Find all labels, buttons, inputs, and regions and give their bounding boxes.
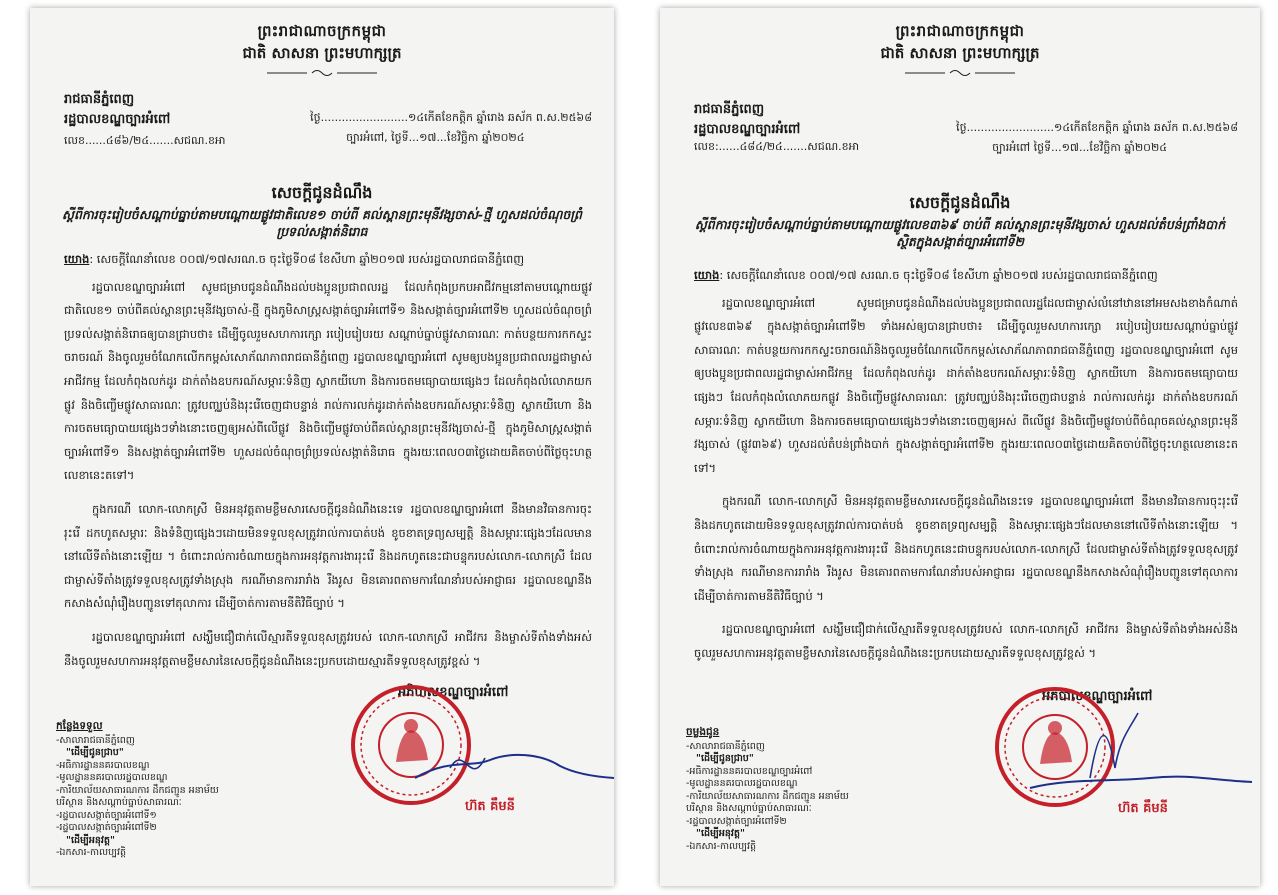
cc-item: "ដើម្បីជូនជ្រាប" — [66, 747, 124, 758]
reference-label: យោង — [64, 252, 90, 266]
reference-label: យោង — [694, 268, 720, 282]
body-paragraph-1: រដ្ឋបាលខណ្ឌច្បារអំពៅ សូមជម្រាបជូនដំណឹងដល់បងប្អូនប្រជាពលរដ្ឋ ដែលកំពុងប្រកបអាជីវកម្មនៅតាមបណ្តោយផ្លូវជាតិលេខ១ ចាប់ពីគល់ស្ពានព្រះមុនីវង្សចាស់-ថ្មី ក្នុងភូមិសាស្ត្រសង្កាត់ច្បារអំពៅទី១ និងសង្កាត់ច្បារអំពៅទី២ ហួសដល់ចំណុចព្រំប្រទល់សង្កាត់និរោធឲ្យបានជ្រាបថា៖ ដើម្បីចូលរួមសហការក្សោ របៀបរៀបរយ សណ្តាប់ធ្នាប់ផ្លូវសាធារណៈ កាត់បន្ថយការកកស្ទះចរាចរណ៍ និងចូលរួមចំណែកលើកកម្ពស់សោភ័ណភាពរាជធានីភ្នំពេញ រដ្ឋបាលខណ្ឌច្បារអំពៅ សូមឲ្យបងប្អូនប្រជាពលរដ្ឋជាម្ចាស់អាជីវកម្ម ដែលកំពុងលក់ដូរ ដាក់តាំងឧបករណ៍សម្ភារៈទំនិញ ស្លាកយីហោ និងការចតមធ្យោបាយផ្សេងៗ ដែលកំពុងលំលោភយកផ្លូវ និងចិញ្ចើមផ្លូវសាធារណៈ ត្រូវបញ្ឈប់និងរុះរើចេញជាបន្ទាន់ រាល់ការលក់ដូរដាក់តាំងឧបករណ៍សម្ភារៈទំនិញ ស្លាកយីហោ និងការចតមធ្យោបាយផ្សេងៗទាំងនោះចេញឲ្យអស់ពីលើផ្លូវ និងចិញ្ចើមផ្លូវចាប់ពីគល់ស្ពានព្រះមុនីវង្សចាស់-ថ្មី ក្នុងភូមិសាស្ត្រសង្កាត់ច្បារអំពៅទី១ និងសង្កាត់ច្បារអំពៅទី២ ហួសដល់ចំណុចព្រំប្រទល់សង្កាត់និរោធ ក្នុងរយៈពេល០៣ថ្ងៃដោយគិតចាប់ពីថ្ងៃចុះហត្ថលេខានេះតទៅ។ — [64, 279, 592, 483]
district-name: រដ្ឋបាលខណ្ឌច្បារអំពៅ — [694, 122, 801, 137]
cc-item: -សាលារាជធានីភ្នំពេញ — [686, 740, 765, 752]
motto-header: ជាតិ សាសនា ព្រះមហាក្សត្រ — [242, 44, 402, 62]
cc-item: -សាលារាជធានីភ្នំពេញ — [56, 734, 135, 746]
cc-item: បរិស្ថាន និងសណ្តាប់ធ្នាប់សាធារណៈ — [56, 797, 182, 808]
body-paragraph-2: ក្នុងករណី លោក-លោកស្រី មិនអនុវត្តតាមខ្លឹមសារសេចក្តីជូនដំណឹងនេះទេ រដ្ឋបាលខណ្ឌច្បារអំពៅ នឹងមានវិធានការចុះរុះរើ និងដកហូតដោយមិនទទួលខុសត្រូវរាល់ការបាត់បង់ ខូចខាតទ្រព្យសម្បត្តិ និងសម្ភារៈផ្សេងៗដែលមាននៅលើទីតាំងនោះឡើយ ។ ចំពោះរាល់ការចំណាយក្នុងការអនុវត្តការងាររុះរើ និងដកហូតនេះជាបន្ទុករបស់លោក-លោកស្រី ដែលជាម្ចាស់ទីតាំងត្រូវទទួលខុសត្រូវទាំងស្រុង ករណីមានការរារាំង រឹងរូស មិនគោរពតាមការណែនាំរបស់អាជ្ញាធរ រដ្ឋបាលខណ្ឌនឹងកសាងសំណុំរឿងបញ្ជូនទៅតុលាការ ដើម្បីចាត់ការតាមនីតិវិធីច្បាប់ ។ — [694, 494, 1238, 603]
motto-header: ជាតិ សាសនា ព្រះមហាក្សត្រ — [880, 44, 1040, 62]
notice-subtitle: ស្តីពីការចុះរៀបចំសណ្តាប់ធ្នាប់តាមបណ្តោយផ្លូវលេខ៣៦៩ ចាប់ពី គល់ស្ពានព្រះមុនីវង្សចាស់ ហួសដល់តំបន់ព្រាំងបាក់ ស្ថិតក្នុងសង្កាត់ច្បារអំពៅទី២ — [694, 217, 1226, 249]
cc-item: -ឯកសារ-កាលប្បវត្តិ — [56, 847, 126, 858]
cc-item: -មូលដ្ឋាននគរបាលរដ្ឋបាលខណ្ឌ — [56, 772, 168, 783]
district-name: រដ្ឋបាលខណ្ឌច្បារអំពៅ — [64, 112, 171, 127]
notice-title-block — [30, 182, 614, 240]
signature-stroke — [1020, 708, 1255, 798]
cc-item: -ឯកសារ-កាលប្បវត្តិ — [686, 840, 756, 852]
kingdom-header: ព្រះរាជាណាចក្រកម្ពុជា — [895, 22, 1025, 40]
reference-line — [694, 264, 1238, 288]
cc-title: ចម្លងជូន — [686, 726, 720, 738]
body-paragraph-3: រដ្ឋបាលខណ្ឌច្បារអំពៅ សង្ឃឹមជឿជាក់លើស្មារតីទទួលខុសត្រូវរបស់ លោក-លោកស្រី អាជីវករ និងម្ចាស់ទីតាំងទាំងអស់នឹងចូលរួមសហការអនុវត្តតាមខ្លឹមសារនៃសេចក្តីជូនដំណឹងនេះប្រកបដោយស្មារតីទទួលខុសត្រូវខ្ពស់ ។ — [694, 622, 1238, 660]
cc-item: "ដើម្បីជូនជ្រាប" — [696, 753, 754, 764]
notice-title: សេចក្តីជូនដំណឹង — [909, 193, 1011, 212]
cc-item: -អធិការដ្ឋាននគរបាលខណ្ឌ — [56, 759, 150, 771]
document-page-1 — [30, 8, 614, 886]
document-page-2 — [660, 8, 1260, 886]
body-paragraph-2: ក្នុងករណី លោក-លោកស្រី មិនអនុវត្តតាមខ្លឹមសារសេចក្តីជូនដំណឹងនេះទេ រដ្ឋបាលខណ្ឌច្បារអំពៅ នឹងមានវិធានការចុះរុះរើ ដកហូតសម្ភារៈ និងទំនិញផ្សេងៗដោយមិនទទួលខុសត្រូវរាល់ការបាត់បង់ ខូចខាតទ្រព្យសម្បត្តិ និងសម្ភារៈផ្សេងៗដែលមាននៅលើទីតាំងនោះឡើយ ។ ចំពោះរាល់ការចំណាយក្នុងការអនុវត្តការងាររុះរើ និងដកហូតនេះជាបន្ទុករបស់លោក-លោកស្រី ដែលជាម្ចាស់ទីតាំងត្រូវទទួលខុសត្រូវទាំងស្រុង ករណីមានការរារាំង រឹងរូស មិនគោរពតាមការណែនាំរបស់អាជ្ញាធរ រដ្ឋបាលខណ្ឌនឹងកសាងសំណុំរឿងបញ្ជូនទៅតុលាការ ដើម្បីចាត់ការតាមនីតិវិធីច្បាប់ ។ — [64, 501, 592, 611]
cc-item: -មូលដ្ឋាននគរបាលរដ្ឋបាលខណ្ឌ — [686, 778, 798, 789]
signatory-title: អភិបាលខណ្ឌច្បារអំពៅ — [1042, 689, 1153, 704]
cc-item: បរិស្ថាន និងសណ្តាប់ធ្នាប់សាធារណៈ — [686, 803, 812, 814]
notice-subtitle: ស្តីពីការចុះរៀបចំសណ្តាប់ធ្នាប់តាមបណ្តោយផ្លូវជាតិលេខ១ ចាប់ពី គល់ស្ពានព្រះមុនីវង្សចាស់-ថ្មី ហួសដល់ចំណុចព្រំប្រទល់សង្កាត់និរោធ — [62, 207, 582, 239]
reference-number: លេខ......៤៨៦/២៤.......សជណ.ខអា — [64, 134, 226, 147]
signatory-name: ហ៊ត គឹមនី — [465, 799, 515, 814]
cc-item: -ការិយាល័យសាធារណការ ដឹកជញ្ជូន អនាម័យ — [686, 790, 849, 802]
reference-number: លេខ:......៤៨៤/២៤.......សជណ.ខអា — [694, 140, 860, 153]
solar-date: ច្បារអំពៅ, ថ្ងៃទី...១៧...ខែវិច្ឆិកា ឆ្នាំ២០២៤ — [346, 131, 525, 144]
reference-text: : សេចក្តីណែនាំលេខ ០០៧/១៧សរណ.ច ចុះថ្ងៃទី០៨ ខែសីហា ឆ្នាំ២០១៧ របស់រដ្ឋបាលរាជធានីភ្នំពេញ — [89, 252, 525, 266]
cc-item: -រដ្ឋបាលសង្កាត់ច្បារអំពៅទី១ — [56, 809, 157, 821]
cc-list — [56, 720, 219, 860]
notice-title: សេចក្តីជូនដំណឹង — [271, 183, 373, 202]
cc-item: -អធិការដ្ឋាននគរបាលខណ្ឌច្បារអំពៅ — [686, 765, 813, 777]
ornament-divider-icon — [267, 68, 377, 78]
reference-line — [64, 248, 592, 272]
cc-title: កន្លែងទទួល — [56, 720, 103, 732]
cc-item: "ដើម្បីអនុវត្ត" — [696, 828, 745, 839]
body-paragraph-1: រដ្ឋបាលខណ្ឌច្បារអំពៅ សូមជម្រាបជូនដំណឹងដល់បងប្អូនប្រជាពលរដ្ឋដែលជាម្ចាស់លំនៅឋាននៅអមសងខាងកំណាត់ផ្លូវលេខ៣៦៩ ក្នុងសង្កាត់ច្បារអំពៅទី២ ទាំងអស់ឲ្យបានជ្រាបថា៖ ដើម្បីចូលរួមសហការក្សោ របៀបរៀបរយសណ្តាប់ធ្នាប់ផ្លូវសាធារណៈ កាត់បន្ថយការកកស្ទះចរាចរណ៍និងចូលរួមចំណែកលើកកម្ពស់សោភ័ណភាពរាជធានីភ្នំពេញ រដ្ឋបាលខណ្ឌច្បារអំពៅ សូមឲ្យបងប្អូនប្រជាពលរដ្ឋជាម្ចាស់អាជីវកម្ម ដែលកំពុងលក់ដូរ ដាក់តាំងឧបករណ៍សម្ភារៈទំនិញ ស្លាកយីហោ និងការចតមធ្យោបាយផ្សេងៗ ដែលកំពុងលំលោភយកផ្លូវ និងចិញ្ចើមផ្លូវសាធារណៈ ត្រូវបញ្ឈប់និងរុះរើចេញជាបន្ទាន់ រាល់ការលក់ដូរ ដាក់តាំងឧបករណ៍សម្ភារៈទំនិញ ស្លាកយីហោ និងការចតមធ្យោបាយផ្សេងៗទាំងនោះចេញឲ្យអស់ ពីលើផ្លូវ និងចិញ្ចើមផ្លូវចាប់ពីចំណុចគល់ស្ពានព្រះមុនីវង្សចាស់ (ផ្លូវ៣៦៩) ហួសដល់តំបន់ព្រាំងបាក់ ក្នុងសង្កាត់ច្បារអំពៅទី២ ក្នុងរយៈពេល០៣ថ្ងៃដោយគិតចាប់ពីថ្ងៃចុះហត្ថលេខានេះតទៅ។ — [694, 295, 1238, 475]
signature-stroke — [410, 738, 614, 798]
solar-date: ច្បារអំពៅ ថ្ងៃទី...១៧...ខែវិច្ឆិកា ឆ្នាំ២០២៤ — [992, 141, 1168, 154]
lunar-date: ថ្ងៃ.........................១៤កើតខែកត្តិក ឆ្នាំរោង ឆស័ក ព.ស.២៥៦៨ — [956, 121, 1238, 134]
notice-body — [64, 248, 592, 683]
notice-body — [694, 264, 1238, 676]
cc-item: "ដើម្បីអនុវត្ត" — [66, 834, 115, 846]
ministry-block — [64, 90, 170, 130]
reference-text: : សេចក្តីណែនាំលេខ ០០៧/១៧ សរណ.ច ចុះថ្ងៃទី០៨ ខែសីហា ឆ្នាំ២០១៧ របស់រដ្ឋបាលរាជធានីភ្នំពេញ — [719, 268, 1158, 282]
notice-title-block — [660, 192, 1260, 250]
body-paragraph-3: រដ្ឋបាលខណ្ឌច្បារអំពៅ សង្ឃឹមជឿជាក់លើស្មារតីទទួលខុសត្រូវរបស់ លោក-លោកស្រី អាជីវករ និងម្ចាស់ទីតាំងទាំងអស់នឹងចូលរួមសហការអនុវត្តតាមខ្លឹមសារនៃសេចក្តីជូនដំណឹងនេះប្រកបដោយស្មារតីទទួលខុសត្រូវខ្ពស់ ។ — [64, 629, 592, 668]
cc-item: -រដ្ឋបាលសង្កាត់ច្បារអំពៅទី២ — [686, 815, 787, 827]
signatory-name: ហ៊ត គឹមនី — [1118, 801, 1168, 816]
ornament-divider-icon — [905, 68, 1015, 78]
municipality-name: រាជធានីភ្នំពេញ — [64, 92, 135, 107]
date-block — [310, 108, 592, 148]
signatory-title: អភិបាលខណ្ឌច្បារអំពៅ — [398, 685, 509, 700]
kingdom-header: ព្រះរាជាណាចក្រកម្ពុជា — [257, 22, 387, 40]
date-block — [956, 118, 1238, 158]
ministry-block — [694, 100, 800, 140]
municipality-name: រាជធានីភ្នំពេញ — [694, 102, 765, 117]
lunar-date: ថ្ងៃ.........................១៤កើតខែកត្តិក ឆ្នាំរោង ឆស័ក ព.ស.២៥៦៨ — [310, 111, 592, 124]
cc-item: -ការិយាល័យសាធារណការ ដឹកជញ្ជូន អនាម័យ — [56, 784, 219, 796]
cc-item: -រដ្ឋបាលសង្កាត់ច្បារអំពៅទី២ — [56, 822, 157, 833]
cc-list — [686, 726, 849, 853]
